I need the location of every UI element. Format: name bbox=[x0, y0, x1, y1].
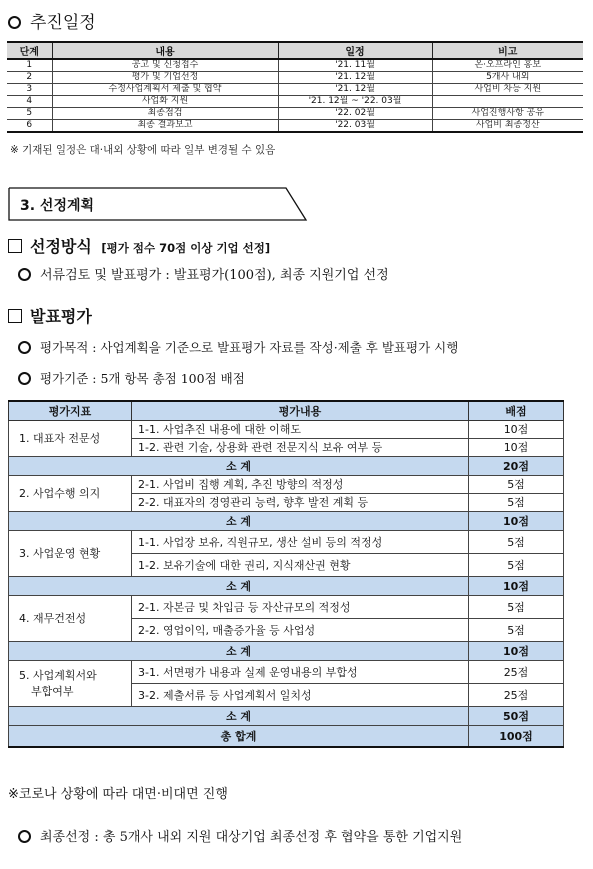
table-row: 2 평가 및 기업선정 '21. 12월 5개사 내외 bbox=[7, 72, 583, 84]
subtotal-row: 소 계 50점 bbox=[9, 707, 564, 726]
schedule-heading: 추진일정 bbox=[8, 8, 96, 33]
table-row: 1-2. 보유기술에 대한 권리, 지식재산권 현황 5점 bbox=[9, 554, 564, 577]
method-subtitle: [평가 점수 70점 이상 기업 선정] bbox=[101, 241, 271, 255]
covid-note: ※코로나 상황에 따라 대면·비대면 진행 bbox=[8, 787, 228, 802]
col-header-content: 내용 bbox=[52, 42, 278, 59]
col-header-indicator: 평가지표 bbox=[9, 401, 132, 421]
schedule-note: ※ 기재된 일정은 대·내외 상황에 따라 일부 변경될 수 있음 bbox=[10, 144, 276, 156]
total-row: 총 합계 100점 bbox=[9, 726, 564, 748]
circle-bullet-icon bbox=[18, 830, 31, 843]
col-header-step: 단계 bbox=[7, 42, 52, 59]
presentation-purpose: 평가목적 : 사업계획을 기준으로 발표평가 자료를 작성·제출 후 발표평가 시행 bbox=[18, 338, 458, 356]
category-cell: 2. 사업수행 의지 bbox=[9, 476, 132, 512]
table-row: 2-2. 영업이익, 매출증가율 등 사업성 5점 bbox=[9, 619, 564, 642]
circle-bullet-icon bbox=[18, 341, 31, 354]
circle-bullet-icon bbox=[8, 16, 21, 29]
square-bullet-icon bbox=[8, 239, 22, 253]
circle-bullet-icon bbox=[18, 372, 31, 385]
table-row: 3-2. 제출서류 등 사업계획서 일치성 25점 bbox=[9, 684, 564, 707]
category-cell: 4. 재무건전성 bbox=[9, 596, 132, 642]
subtotal-row: 소 계 10점 bbox=[9, 512, 564, 531]
schedule-table bbox=[7, 41, 583, 133]
subtotal-row: 소 계 10점 bbox=[9, 642, 564, 661]
col-header-remark: 비고 bbox=[432, 42, 583, 59]
category-cell: 5. 사업계획서와 부합여부 bbox=[9, 661, 132, 707]
subtotal-row: 소 계 20점 bbox=[9, 457, 564, 476]
section-title: 3. 선정계획 bbox=[20, 198, 95, 214]
category-cell: 1. 대표자 전문성 bbox=[9, 421, 132, 457]
table-row: 2. 사업수행 의지 2-1. 사업비 집행 계획, 추진 방향의 적정성 5점 bbox=[9, 476, 564, 494]
table-row: 5 최종점검 '22. 02월 사업진행사항 공유 bbox=[7, 108, 583, 120]
circle-bullet-icon bbox=[18, 268, 31, 281]
table-row: 3. 사업운영 현황 1-1. 사업장 보유, 직원규모, 생산 설비 등의 적정성 5점 bbox=[9, 531, 564, 554]
subtotal-row: 소 계 10점 bbox=[9, 577, 564, 596]
col-header-score: 배점 bbox=[469, 401, 564, 421]
section-banner bbox=[8, 187, 308, 221]
square-bullet-icon bbox=[8, 309, 22, 323]
table-row: 4. 재무건전성 2-1. 자본금 및 차입금 등 자산규모의 적정성 5점 bbox=[9, 596, 564, 619]
presentation-criteria: 평가기준 : 5개 항목 총점 100점 배점 bbox=[18, 369, 245, 387]
table-row: 1-2. 관련 기술, 상용화 관련 전문지식 보유 여부 등 10점 bbox=[9, 439, 564, 457]
table-row: 6 최종 결과보고 '22. 03월 사업비 최종정산 bbox=[7, 120, 583, 133]
final-selection: 최종선정 : 총 5개사 내외 지원 대상기업 최종선정 후 협약을 통한 기업지원 bbox=[18, 826, 462, 845]
method-bullet: 서류검토 및 발표평가 : 발표평가(100점), 최종 지원기업 선정 bbox=[18, 264, 389, 283]
table-row: 5. 사업계획서와 부합여부 3-1. 서면평가 내용과 실제 운영내용의 부합성 25점 bbox=[9, 661, 564, 684]
method-heading: 선정방식 [평가 점수 70점 이상 기업 선정] bbox=[8, 234, 270, 257]
table-row: 1 공고 및 신청접수 '21. 11월 온·오프라인 홍보 bbox=[7, 59, 583, 72]
table-row: 2-2. 대표자의 경영관리 능력, 향후 발전 계획 등 5점 bbox=[9, 494, 564, 512]
category-cell: 3. 사업운영 현황 bbox=[9, 531, 132, 577]
table-row: 3 수정사업계획서 제출 및 협약 '21. 12월 사업비 차등 지원 bbox=[7, 84, 583, 96]
presentation-heading: 발표평가 bbox=[8, 304, 92, 327]
table-row: 4 사업화 지원 '21. 12월 ~ '22. 03월 bbox=[7, 96, 583, 108]
col-header-date: 일정 bbox=[278, 42, 432, 59]
col-header-content: 평가내용 bbox=[132, 401, 469, 421]
evaluation-table bbox=[8, 400, 564, 748]
table-row: 1. 대표자 전문성 1-1. 사업추진 내용에 대한 이해도 10점 bbox=[9, 421, 564, 439]
